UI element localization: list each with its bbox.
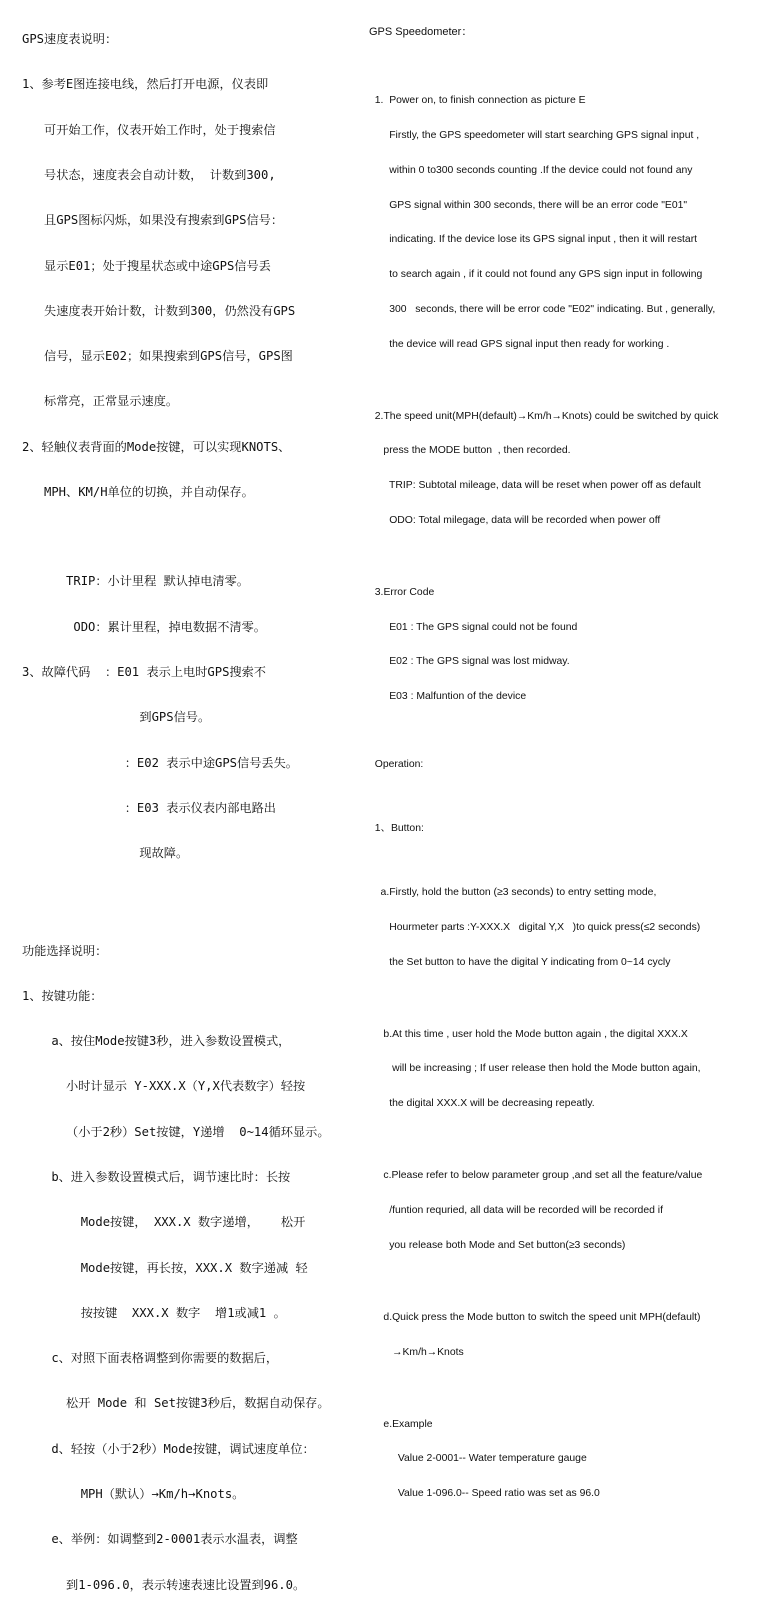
en-step1-line6: to search again , if it could not found any GPS sign input in following <box>369 269 703 281</box>
cn-step1-line7: 信号，显示E02；如果搜索到GPS信号，GPS图 <box>22 349 293 364</box>
cn-d-line1: d、轻按（小于2秒）Mode按键，调试速度单位： <box>22 1441 315 1456</box>
cn-d-line2: MPH（默认）→Km/h→Knots。 <box>22 1487 245 1501</box>
en-step1-line2: Firstly, the GPS speedometer will start searching GPS signal input , <box>369 129 700 141</box>
en-e-line3: Value 1-096.0-- Speed ratio was set as 96.0 <box>369 1488 600 1500</box>
en-step1-line5: indicating. If the device lose its GPS signal input , then it will restart <box>369 234 698 246</box>
en-error-e01: E01 : The GPS signal could not be found <box>369 621 578 633</box>
cn-c-line1: c、对照下面表格调整到你需要的数据后， <box>22 1351 279 1366</box>
en-c-line2: /funtion requried, all data will be recorded will be recorded if <box>369 1205 663 1216</box>
en-error-e03: E03 : Malfuntion of the device <box>369 691 527 703</box>
cn-button-function: 1、按键功能： <box>22 988 103 1003</box>
en-e-line2: Value 2-0001-- Water temperature gauge <box>369 1453 587 1465</box>
cn-b-line2: Mode按键， XXX.X 数字递增， 松开 <box>22 1215 306 1230</box>
en-operation: Operation: <box>369 759 424 771</box>
en-error-e02: E02 : The GPS signal was lost midway. <box>369 656 570 668</box>
en-error-title: 3.Error Code <box>369 586 435 598</box>
en-button: 1、Button: <box>369 823 424 835</box>
en-step1-line8: the device will read GPS signal input then ready for working . <box>369 338 670 350</box>
en-d-line1: d.Quick press the Mode button to switch the speed unit MPH(default) <box>369 1311 701 1323</box>
cn-step2-line1: 2、轻触仪表背面的Mode按键，可以实现KNOTS、 <box>22 439 291 454</box>
cn-step1-line2: 可开始工作，仪表开始工作时，处于搜索信 <box>22 122 276 137</box>
cn-step1-line4: 且GPS图标闪烁，如果没有搜索到GPS信号： <box>22 213 284 228</box>
cn-error-e01: 3、故障代码 ：E01 表示上电时GPS搜索不 <box>22 665 266 680</box>
en-d-line2: →Km/h→Knots <box>369 1346 464 1358</box>
english-instructions <box>369 4 779 1511</box>
en-e-line1: e.Example <box>369 1418 433 1430</box>
cn-a-line3: （小于2秒）Set按键，Y递增 0~14循环显示。 <box>22 1124 330 1139</box>
cn-title: GPS速度表说明： <box>22 32 118 47</box>
en-odo: ODO: Total milegage, data will be recorded when power off <box>369 514 661 526</box>
cn-e-line1: e、举例：如调整到2-0001表示水温表，调整 <box>22 1532 298 1547</box>
en-a-line2: Hourmeter parts :Y-XXX.X digital Y,X )to quick press(≤2 seconds) <box>369 921 701 933</box>
en-c-line3: you release both Mode and Set button(≥3 seconds) <box>369 1239 626 1251</box>
en-a-line1: a.Firstly, hold the button (≥3 seconds) to entry setting mode, <box>369 887 657 899</box>
cn-a-line2: 小时计显示 Y-XXX.X（Y,X代表数字）轻按 <box>22 1079 306 1094</box>
cn-function-title: 功能选择说明： <box>22 943 108 958</box>
cn-step2-line2: MPH、KM/H单位的切换，并自动保存。 <box>22 485 254 499</box>
cn-step1-line1: 1、参考E图连接电线，然后打开电源，仪表即 <box>22 77 269 92</box>
cn-b-line3: Mode按键，再长按，XXX.X 数字递减 轻 <box>22 1260 308 1275</box>
en-step1-line4: GPS signal within 300 seconds, there will be an error code "E01" <box>369 199 688 211</box>
cn-error-e03-cont: 现故障。 <box>22 846 189 861</box>
en-b-line1: b.At this time , user hold the Mode button again , the digital XXX.X <box>369 1028 688 1040</box>
en-a-line3: the Set button to have the digital Y indicating from 0~14 cycly <box>369 956 671 968</box>
en-step1-line7: 300 seconds, there will be error code "E02" indicating. But , generally, <box>369 303 716 315</box>
cn-odo: ODO：累计里程，掉电数据不清零。 <box>22 619 266 634</box>
en-trip: TRIP: Subtotal mileage, data will be reset when power off as default <box>369 480 701 492</box>
en-step2-line1: 2.The speed unit(MPH(default)→Km/h→Knots) could be switched by quick <box>369 410 719 422</box>
cn-step1-line8: 标常亮，正常显示速度。 <box>22 394 179 409</box>
cn-error-e03: ：E03 表示仪表内部电路出 <box>22 800 276 815</box>
en-step1-line1: 1. Power on, to finish connection as picture E <box>369 95 586 107</box>
en-title: GPS Speedometer： <box>369 26 473 39</box>
cn-step1-line5: 显示E01；处于搜星状态或中途GPS信号丢 <box>22 258 271 273</box>
en-b-line3: the digital XXX.X will be decreasing repeatly. <box>369 1098 595 1110</box>
cn-b-line1: b、进入参数设置模式后，调节速比时：长按 <box>22 1170 291 1185</box>
en-c-line1: c.Please refer to below parameter group ,and set all the feature/value <box>369 1170 703 1182</box>
cn-e-line2: 到1-096.0，表示转速表速比设置到96.0。 <box>22 1577 306 1592</box>
cn-step1-line6: 失速度表开始计数，计数到300，仍然没有GPS <box>22 303 296 318</box>
cn-error-e02: ：E02 表示中途GPS信号丢失。 <box>22 755 298 770</box>
en-step1-line3: within 0 to300 seconds counting .If the device could not found any <box>369 164 693 176</box>
en-step2-line2: press the MODE button , then recorded. <box>369 445 571 457</box>
cn-error-e01-cont: 到GPS信号。 <box>22 710 211 725</box>
cn-trip: TRIP：小计里程 默认掉电清零。 <box>22 574 249 589</box>
en-b-line2: will be increasing ; If user release then hold the Mode button again, <box>369 1063 701 1075</box>
cn-b-line4: 按按键 XXX.X 数字 增1或减1 。 <box>22 1305 286 1320</box>
cn-a-line1: a、按住Mode按键3秒，进入参数设置模式， <box>22 1034 291 1049</box>
chinese-instructions <box>22 2 372 1608</box>
cn-step1-line3: 号状态，速度表会自动计数， 计数到300, <box>22 168 276 183</box>
cn-c-line2: 松开 Mode 和 Set按键3秒后，数据自动保存。 <box>22 1396 330 1411</box>
